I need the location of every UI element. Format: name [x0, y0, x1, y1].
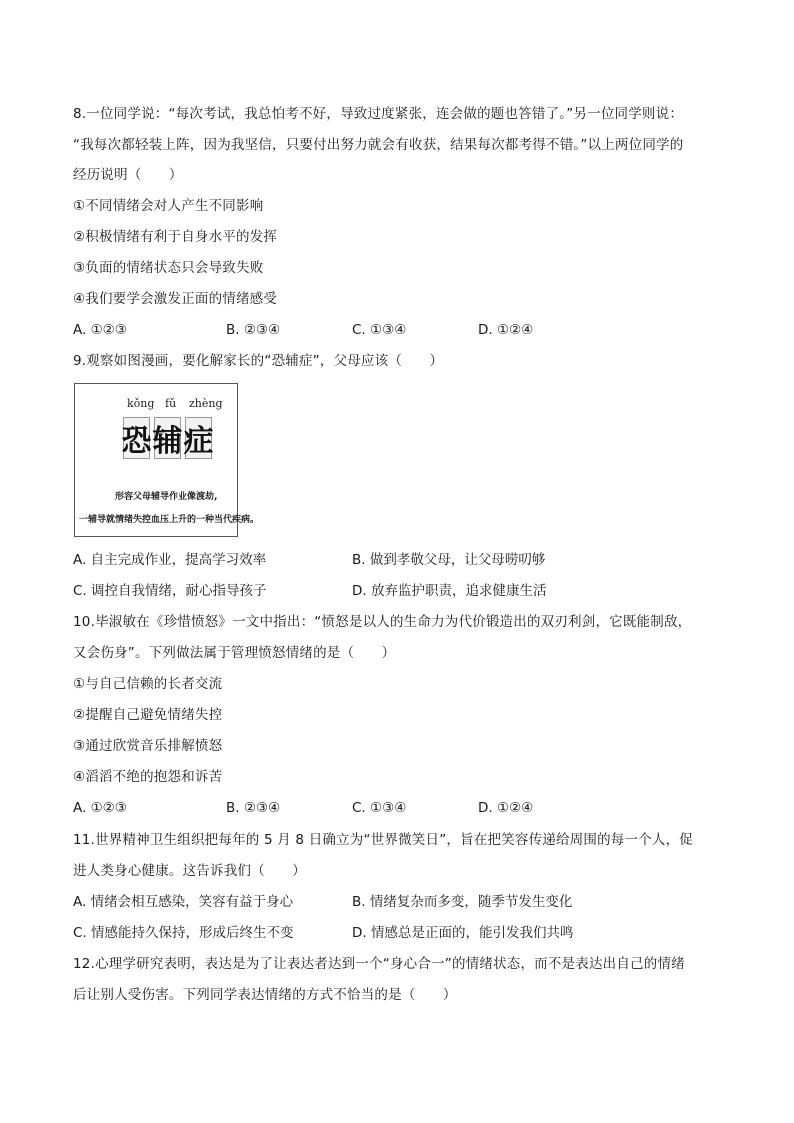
q10-stem-line1: 10.毕淑敏在《珍惜愤怒》一文中指出：“愤怒是以人的生命力为代价锻造出的双刃利剑，它既能制敌， [73, 614, 692, 630]
q9-option-a: A. 自主完成作业，提高学习效率 [73, 552, 267, 568]
q8-option-d: D. ①②④ [478, 322, 534, 338]
pinyin-zheng: zhèng [189, 397, 223, 410]
comic-image [74, 383, 260, 537]
q11-option-b: B. 情绪复杂而多变，随季节发生变化 [352, 894, 573, 910]
q8-statement-2: ②积极情绪有利于自身水平的发挥 [73, 229, 278, 245]
q8-stem-line3: 经历说明（ ） [73, 167, 183, 183]
comic-caption-line2: 一辅导就情绪失控血压上升的一种当代疾病。 [79, 515, 260, 525]
q9-stem: 9.观察如图漫画，要化解家长的“恐辅症”，父母应该（ ） [73, 353, 444, 369]
q10-stem-line2: 又会伤身”。下列做法属于管理愤怒情绪的是（ ） [73, 645, 396, 661]
q10-option-a: A. ①②③ [73, 800, 127, 816]
q8-option-c: C. ①③④ [352, 322, 407, 338]
q11-stem-line2: 进人类身心健康。这告诉我们（ ） [73, 863, 306, 879]
q10-statement-2: ②提醒自己避免情绪失控 [73, 707, 223, 723]
q12-stem-line1: 12.心理学研究表明，表达是为了让表达者达到一个“身心合一”的情绪状态，而不是表达出自己的情绪 [73, 956, 685, 972]
q9-option-d: D. 放弃监护职责，追求健康生活 [352, 583, 547, 599]
q9-option-b: B. 做到孝敬父母，让父母唠叨够 [352, 552, 546, 568]
pinyin-fu: fǔ [165, 397, 177, 410]
q8-stem-line2: “我每次都轻装上阵，因为我坚信，只要付出努力就会有收获，结果每次都考得不错。”以上两位同学的 [73, 137, 684, 153]
q10-option-b: B. ②③④ [226, 800, 281, 816]
q11-option-d: D. 情感总是正面的，能引发我们共鸣 [352, 925, 574, 941]
char-kong: 恐 [123, 417, 150, 459]
q10-statement-3: ③通过欣赏音乐排解愤怒 [73, 738, 223, 754]
q10-statement-4: ④滔滔不绝的抱怨和诉苦 [73, 769, 223, 785]
q11-option-a: A. 情绪会相互感染，笑容有益于身心 [73, 894, 294, 910]
q8-statement-1: ①不同情绪会对人产生不同影响 [73, 198, 264, 214]
q8-stem-line1: 8.一位同学说：“每次考试，我总怕考不好，导致过度紧张，连会做的题也答错了。”另一位同学则说： [73, 106, 684, 122]
char-zheng: 症 [185, 417, 212, 459]
q12-stem-line2: 后让别人受伤害。下列同学表达情绪的方式不恰当的是（ ） [73, 987, 457, 1003]
q8-option-b: B. ②③④ [226, 322, 281, 338]
q8-statement-4: ④我们要学会激发正面的情绪感受 [73, 291, 278, 307]
q10-statement-1: ①与自己信赖的长者交流 [73, 676, 223, 692]
pinyin-kong: kǒng [127, 397, 155, 410]
comic-caption-line1: 形容父母辅导作业像渡劫, [115, 492, 218, 502]
q10-option-c: C. ①③④ [352, 800, 407, 816]
char-fu: 辅 [154, 417, 181, 459]
q9-option-c: C. 调控自我情绪，耐心指导孩子 [73, 583, 267, 599]
q11-option-c: C. 情感能持久保持，形成后终生不变 [73, 925, 294, 941]
q11-stem-line1: 11.世界精神卫生组织把每年的 5 月 8 日确立为“世界微笑日”，旨在把笑容传递给周围的每一个人，促 [73, 832, 693, 848]
q10-option-d: D. ①②④ [478, 800, 534, 816]
q8-option-a: A. ①②③ [73, 322, 127, 338]
q8-statement-3: ③负面的情绪状态只会导致失败 [73, 260, 264, 276]
